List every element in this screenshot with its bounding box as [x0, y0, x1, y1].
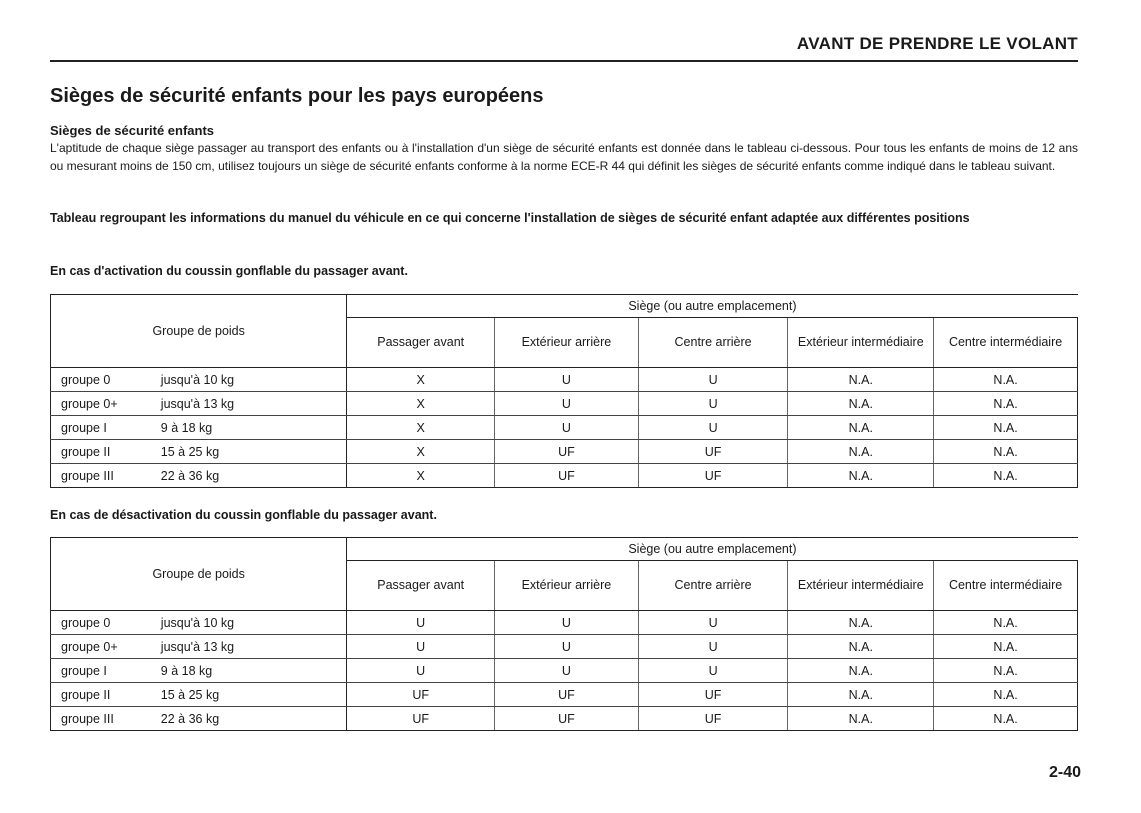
suitability-cell: U: [495, 416, 639, 440]
section-subtitle: Sièges de sécurité enfants: [50, 123, 215, 138]
table-row: [51, 635, 1078, 659]
suitability-cell: N.A.: [934, 707, 1078, 731]
table-heading: Tableau regroupant les informations du manuel du véhicule en ce qui concerne l'installation de sièges de sécurité enfant adaptée aux différentes positions: [50, 211, 970, 225]
suitability-cell: N.A.: [788, 611, 934, 635]
weight-range: jusqu'à 10 kg: [161, 368, 347, 392]
weight-range: 22 à 36 kg: [161, 464, 347, 488]
table-row: [51, 464, 1078, 488]
suitability-cell: UF: [638, 707, 788, 731]
suitability-cell: U: [347, 611, 495, 635]
weight-group: groupe 0+: [51, 635, 161, 659]
weight-range: 22 à 36 kg: [161, 707, 347, 731]
suitability-cell: UF: [347, 683, 495, 707]
table-row: [51, 440, 1078, 464]
suitability-cell: N.A.: [934, 611, 1078, 635]
weight-group: groupe II: [51, 440, 161, 464]
suitability-cell: X: [347, 368, 495, 392]
page-number: 2-40: [1048, 764, 1081, 781]
weight-group: groupe I: [51, 659, 161, 683]
suitability-cell: N.A.: [934, 416, 1078, 440]
column-header: Centre arrière: [638, 561, 788, 611]
weight-range: jusqu'à 13 kg: [161, 635, 347, 659]
suitability-cell: U: [638, 635, 788, 659]
column-header: Passager avant: [347, 561, 495, 611]
suitability-cell: N.A.: [788, 659, 934, 683]
table-row: [51, 683, 1078, 707]
weight-group: groupe III: [51, 464, 161, 488]
weight-range: 9 à 18 kg: [161, 416, 347, 440]
column-header: Extérieur intermédiaire: [788, 318, 934, 368]
suitability-cell: X: [347, 440, 495, 464]
suitability-cell: U: [638, 368, 788, 392]
weight-group: groupe 0: [51, 611, 161, 635]
suitability-cell: N.A.: [934, 659, 1078, 683]
weight-range: 15 à 25 kg: [161, 683, 347, 707]
suitability-cell: N.A.: [788, 707, 934, 731]
page-title: Sièges de sécurité enfants pour les pays européens: [50, 85, 544, 107]
weight-range: 15 à 25 kg: [161, 440, 347, 464]
weight-group: groupe I: [51, 416, 161, 440]
suitability-cell: N.A.: [934, 440, 1078, 464]
suitability-cell: N.A.: [788, 368, 934, 392]
suitability-cell: U: [638, 659, 788, 683]
suitability-cell: N.A.: [788, 440, 934, 464]
weight-group: groupe 0+: [51, 392, 161, 416]
column-header: Extérieur intermédiaire: [788, 561, 934, 611]
table-row: [51, 392, 1078, 416]
suitability-cell: UF: [495, 683, 639, 707]
suitability-cell: N.A.: [934, 464, 1078, 488]
table-row: [51, 368, 1078, 392]
table-row: [51, 416, 1078, 440]
suitability-cell: U: [638, 611, 788, 635]
suitability-cell: UF: [638, 464, 788, 488]
airbag-on-table: [50, 294, 1078, 488]
column-header: Passager avant: [347, 318, 495, 368]
airbag-off-condition: En cas de désactivation du coussin gonflable du passager avant.: [50, 508, 437, 522]
weight-group: groupe III: [51, 707, 161, 731]
weight-group: groupe 0: [51, 368, 161, 392]
suitability-cell: U: [638, 392, 788, 416]
column-header: Centre intermédiaire: [934, 561, 1078, 611]
suitability-cell: UF: [495, 464, 639, 488]
seat-header: Siège (ou autre emplacement): [347, 538, 1078, 561]
column-header: Extérieur arrière: [495, 561, 639, 611]
suitability-cell: N.A.: [788, 464, 934, 488]
table-row: [51, 659, 1078, 683]
suitability-cell: U: [495, 635, 639, 659]
suitability-cell: U: [638, 416, 788, 440]
seat-header: Siège (ou autre emplacement): [347, 295, 1078, 318]
weight-group: groupe II: [51, 683, 161, 707]
suitability-cell: N.A.: [934, 392, 1078, 416]
group-header: Groupe de poids: [51, 295, 347, 368]
group-header: Groupe de poids: [51, 538, 347, 611]
suitability-cell: N.A.: [934, 368, 1078, 392]
suitability-cell: N.A.: [788, 635, 934, 659]
suitability-cell: UF: [495, 707, 639, 731]
intro-paragraph: L'aptitude de chaque siège passager au transport des enfants ou à l'installation d'un siège de sécurité enfants est donnée dans le tableau ci-dessous. Pour tous les enfants de moins de 12 ans ou mesurant moins de 150 cm, utilisez toujours un siège de sécurité enfants conforme à la norme ECE-R 44 qui définit les sièges de sécurité enfants comme indiqué dans le tableau suivant.: [50, 141, 1078, 173]
suitability-cell: U: [495, 659, 639, 683]
airbag-off-table: [50, 537, 1078, 731]
suitability-cell: N.A.: [788, 683, 934, 707]
suitability-cell: UF: [638, 440, 788, 464]
suitability-cell: X: [347, 416, 495, 440]
suitability-cell: N.A.: [788, 392, 934, 416]
suitability-cell: U: [495, 392, 639, 416]
suitability-cell: X: [347, 464, 495, 488]
section-header: AVANT DE PRENDRE LE VOLANT: [50, 34, 1078, 62]
column-header: Centre intermédiaire: [934, 318, 1078, 368]
weight-range: jusqu'à 13 kg: [161, 392, 347, 416]
suitability-cell: U: [347, 659, 495, 683]
suitability-cell: N.A.: [788, 416, 934, 440]
suitability-cell: X: [347, 392, 495, 416]
column-header: Extérieur arrière: [495, 318, 639, 368]
suitability-cell: U: [347, 635, 495, 659]
weight-range: jusqu'à 10 kg: [161, 611, 347, 635]
suitability-cell: U: [495, 611, 639, 635]
suitability-cell: U: [495, 368, 639, 392]
suitability-cell: UF: [347, 707, 495, 731]
airbag-on-condition: En cas d'activation du coussin gonflable du passager avant.: [50, 264, 408, 278]
table-row: [51, 611, 1078, 635]
suitability-cell: UF: [638, 683, 788, 707]
column-header: Centre arrière: [638, 318, 788, 368]
table-row: [51, 707, 1078, 731]
suitability-cell: N.A.: [934, 635, 1078, 659]
weight-range: 9 à 18 kg: [161, 659, 347, 683]
suitability-cell: UF: [495, 440, 639, 464]
suitability-cell: N.A.: [934, 683, 1078, 707]
